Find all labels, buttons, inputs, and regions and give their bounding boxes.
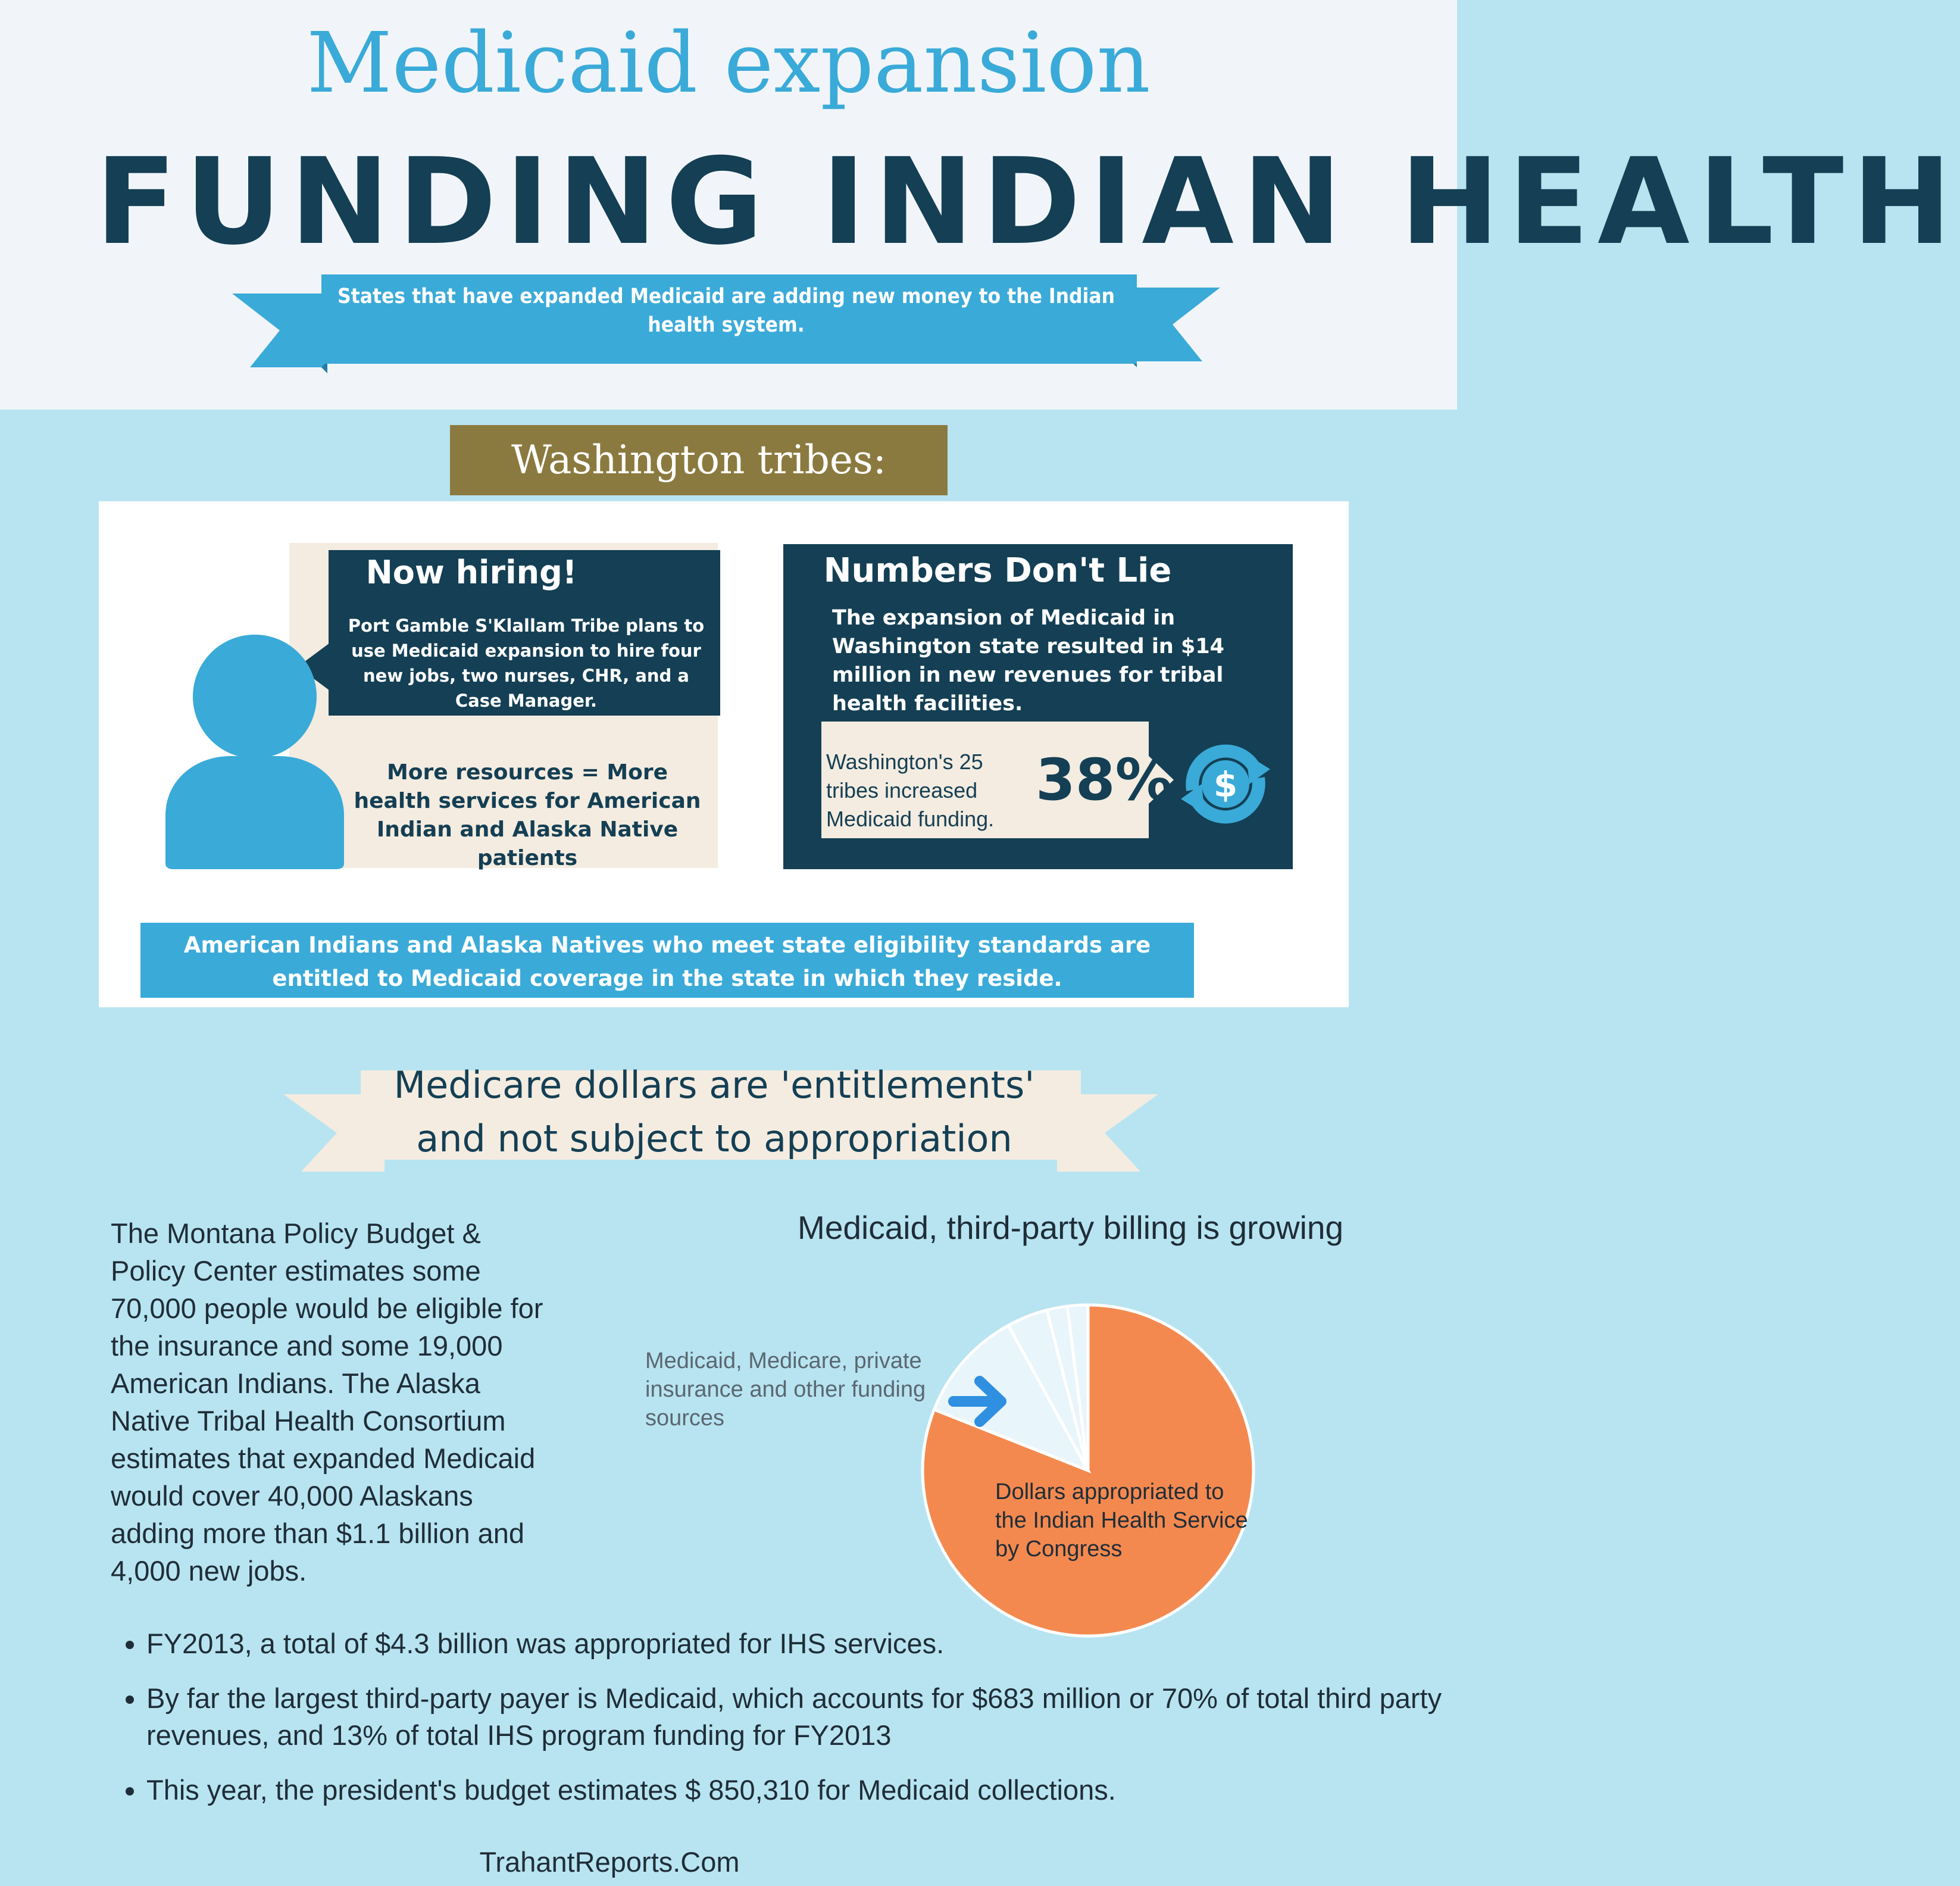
pie-label-ihs: Dollars appropriated to the Indian Health Service by Congress [995,1479,1248,1562]
washington-label: Washington tribes: [450,425,948,495]
footer-credit: TrahantReports.Com [479,1846,740,1878]
percent-value: 38% [1036,747,1173,813]
dollar-cycle-icon [1175,733,1276,835]
montana-paragraph: The Montana Policy Budget & Policy Center estimates some 70,000 people would be eligible for the insurance and some 19,000 American Indians. The Alaska Native Tribal Health Consortium estimates that expanded Medicaid would cover 40,000 Alaskans adding more than $1.1 billion and 4,000 new jobs. [111,1217,543,1587]
hiring-text: Port Gamble S'Klallam Tribe plans to use Medicaid expansion to hire four new jobs, two nurses, CHR, and a Case Manager. [348,616,705,711]
numbers-text: The expansion of Medicaid in Washington state resulted in $14 million in new revenues for tribal health facilities. [832,606,1225,716]
main-headline: FUNDING INDIAN HEALTH [95,133,1960,271]
fact-item: • By far the largest third-party payer is Medicaid, which accounts for $683 million or 70% of total third party revenues, and 13% of total IHS program funding for FY2013 [146,1680,1456,1754]
kicker-title: Medicaid expansion [307,15,1151,112]
fact-item: • FY2013, a total of $4.3 billion was appropriated for IHS services. [146,1625,1456,1662]
resources-text: More resources = More health services for American Indian and Alaska Native patients [354,760,701,870]
header-ribbon-text: States that have expanded Medicaid are adding new money to the Indian health system. [337,285,1115,337]
percent-caption: Washington's 25 tribes increased Medicaid funding. [826,750,995,831]
eligibility-text: American Indians and Alaska Natives who meet state eligibility standards are entitled to Medicaid coverage in the state in which they reside. [183,932,1151,991]
svg-text:$: $ [1213,764,1238,805]
medicare-ribbon-text: Medicare dollars are 'entitlements' and not subject to appropriation [393,1063,1035,1160]
chart-title: Medicaid, third-party billing is growing [798,1209,1344,1246]
arrow-right-icon [950,1375,1007,1428]
pie-chart [909,1292,1267,1649]
pie-label-other-sources: Medicaid, Medicare, private insurance and other funding sources [645,1348,926,1431]
numbers-title: Numbers Don't Lie [823,551,1172,590]
facts-list [107,1625,1456,1826]
person-icon [160,631,350,869]
fact-item: • This year, the president's budget estimates $ 850,310 for Medicaid collections. [146,1772,1456,1809]
hiring-title: Now hiring! [365,554,577,591]
